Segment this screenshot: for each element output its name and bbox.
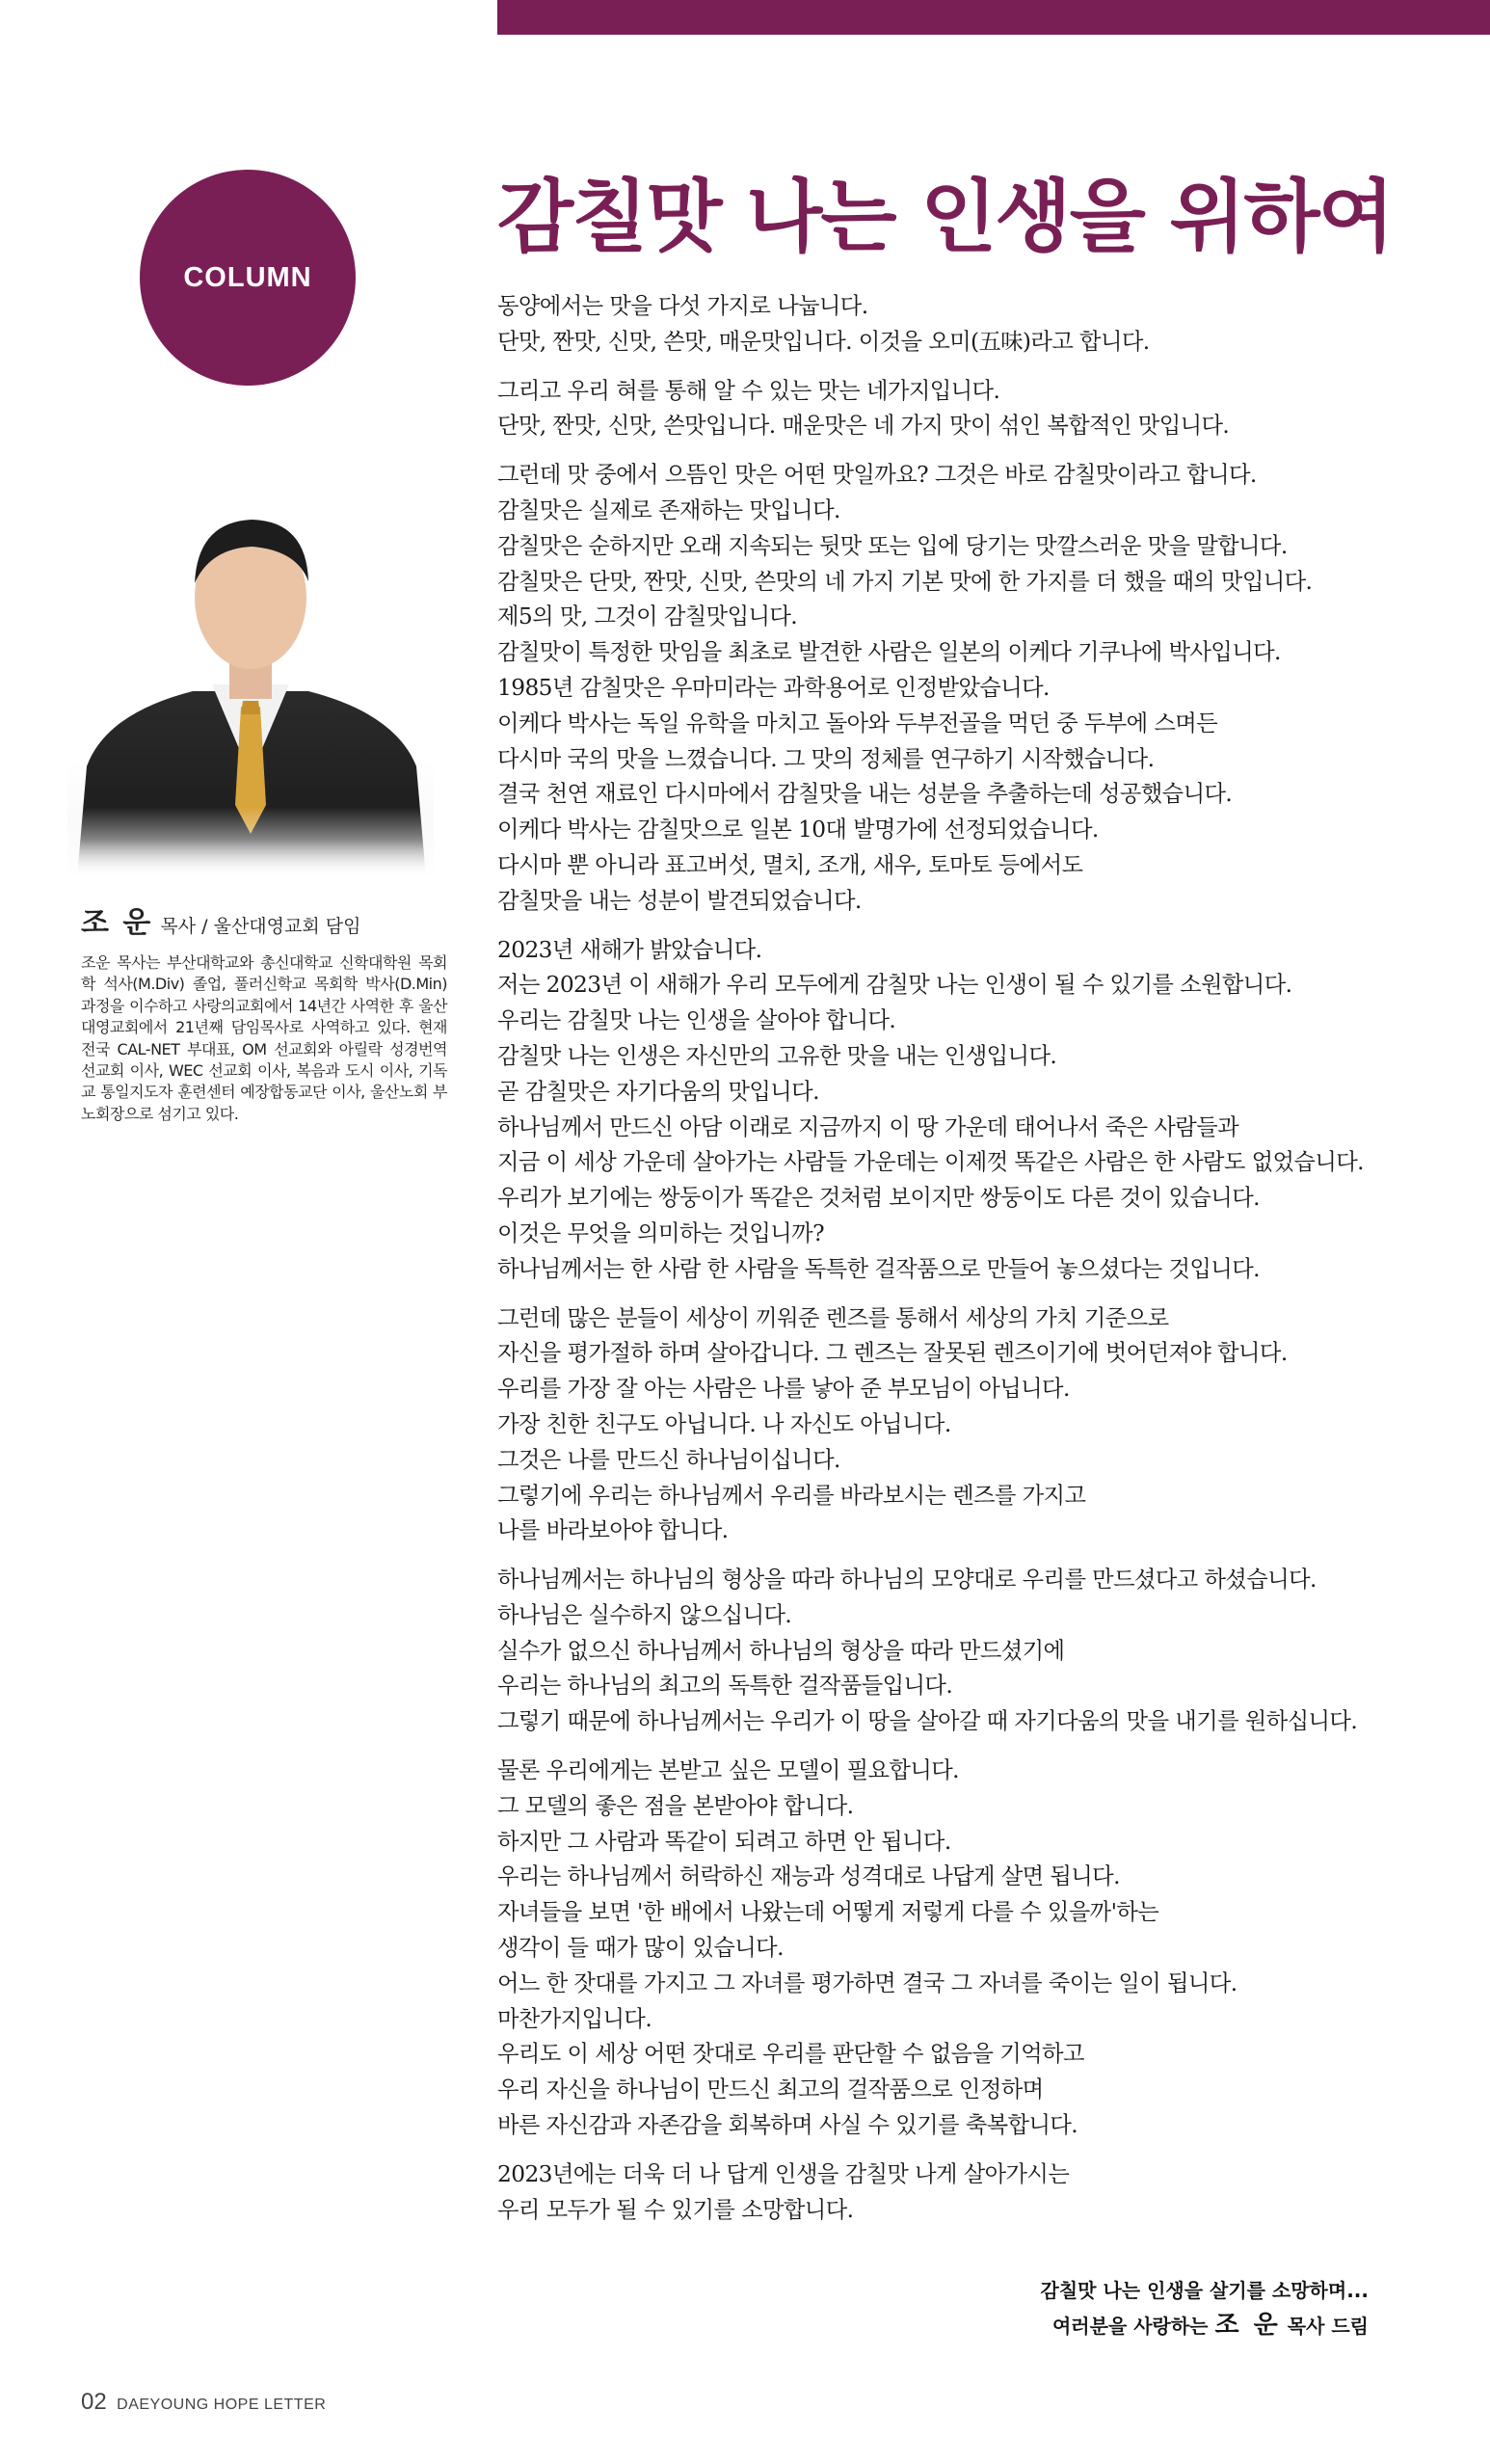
article-paragraph [497, 1754, 1423, 2144]
article-line: 다시마 뿐 아니라 표고버섯, 멸치, 조개, 새우, 토마토 등에서도 [497, 851, 1083, 878]
closing-line-1: 감칠맛 나는 인생을 살기를 소망하며... [1040, 2279, 1369, 2302]
article-line: 결국 천연 재료인 다시마에서 감칠맛을 내는 성분을 추출하는데 성공했습니다. [497, 781, 1233, 808]
page-title: 감칠맛 나는 인생을 위하여 [497, 172, 1393, 263]
article-line: 우리는 하나님께서 허락하신 재능과 성격대로 나답게 살면 됩니다. [497, 1863, 1120, 1890]
article-line: 1985년 감칠맛은 우마미라는 과학용어로 인정받았습니다. [497, 674, 1050, 701]
top-accent-bar [497, 0, 1490, 35]
article-line: 감칠맛을 내는 성분이 발견되었습니다. [497, 887, 862, 914]
article-line: 동양에서는 맛을 다섯 가지로 나눕니다. [497, 293, 868, 319]
article-line: 다시마 국의 맛을 느꼈습니다. 그 맛의 정체를 연구하기 시작했습니다. [497, 745, 1155, 772]
article-line: 우리는 감칠맛 나는 인생을 살아야 합니다. [497, 1007, 896, 1034]
article-line: 감칠맛은 순하지만 오래 지속되는 뒷맛 또는 입에 당기는 맛깔스러운 맛을 말합니다. [497, 532, 1288, 559]
article-line: 지금 이 세상 가운데 살아가는 사람들 가운데는 이제껏 똑같은 사람은 한 사람도 없었습니다. [497, 1149, 1364, 1176]
publication-name: DAEYOUNG HOPE LETTER [117, 2397, 327, 2413]
article-body [497, 289, 1423, 2241]
article-line: 이것은 무엇을 의미하는 것입니까? [497, 1219, 824, 1246]
article-line: 그렇기 때문에 하나님께서는 우리가 이 땅을 살아갈 때 자기다움의 맛을 내기를 원하십니다. [497, 1708, 1358, 1735]
article-line: 감칠맛은 실제로 존재하는 맛입니다. [497, 496, 840, 523]
closing-suffix: 목사 드림 [1287, 2315, 1369, 2338]
article-line: 생각이 들 때가 많이 있습니다. [497, 1935, 784, 1962]
article-line: 2023년 새해가 밝았습니다. [497, 936, 762, 963]
article-line: 우리 자신을 하나님이 만드신 최고의 걸작품으로 인정하며 [497, 2076, 1044, 2103]
author-role: 목사 / 울산대영교회 담임 [160, 916, 361, 937]
article-paragraph [497, 374, 1423, 445]
author-photo [67, 487, 434, 877]
author-portrait-illustration [67, 487, 434, 877]
article-line: 어느 한 잣대를 가지고 그 자녀를 평가하면 결국 그 자녀를 죽이는 일이 됩니다. [497, 1969, 1237, 1996]
article-line: 이케다 박사는 감칠맛으로 일본 10대 발명가에 선정되었습니다. [497, 817, 1099, 844]
article-line: 우리 모두가 될 수 있기를 소망합니다. [497, 2196, 854, 2223]
article-line: 2023년에는 더욱 더 나 답게 인생을 감칠맛 나게 살아가시는 [497, 2160, 1070, 2187]
article-line: 물론 우리에게는 본받고 싶은 모델이 필요합니다. [497, 1757, 959, 1784]
article-line: 우리를 가장 잘 아는 사람은 나를 낳아 준 부모님이 아닙니다. [497, 1376, 1070, 1403]
article-line: 바른 자신감과 자존감을 회복하며 사실 수 있기를 축복합니다. [497, 2112, 1078, 2139]
article-line: 하나님께서는 한 사람 한 사람을 독특한 걸작품으로 만들어 놓으셨다는 것입니다. [497, 1255, 1260, 1282]
article-line: 나를 바라보아야 합니다. [497, 1517, 729, 1544]
article-line: 우리는 하나님의 최고의 독특한 걸작품들입니다. [497, 1673, 953, 1700]
article-paragraph [497, 1563, 1423, 1740]
article-paragraph [497, 933, 1423, 1288]
article-line: 하지만 그 사람과 똑같이 되려고 하면 안 됩니다. [497, 1828, 951, 1855]
page-footer [81, 2389, 326, 2416]
article-line: 하나님께서 만드신 아담 이래로 지금까지 이 땅 가운데 태어나서 죽은 사람들과 [497, 1113, 1239, 1140]
article-line: 우리도 이 세상 어떤 잣대로 우리를 판단할 수 없음을 기억하고 [497, 2041, 1084, 2068]
closing-signature [1041, 2273, 1369, 2343]
column-badge-label: COLUMN [183, 261, 312, 293]
article-line: 하나님께서는 하나님의 형상을 따라 하나님의 모양대로 우리를 만드셨다고 하셨습니다. [497, 1567, 1317, 1594]
article-line: 우리가 보기에는 쌍둥이가 똑같은 것처럼 보이지만 쌍둥이도 다른 것이 있습니다. [497, 1185, 1260, 1212]
author-name: 조 운 [81, 906, 153, 940]
article-line: 감칠맛 나는 인생은 자신만의 고유한 맛을 내는 인생입니다. [497, 1042, 1057, 1069]
article-paragraph [497, 458, 1423, 919]
article-line: 그 모델의 좋은 점을 본받아야 합니다. [497, 1792, 854, 1819]
article-line: 단맛, 짠맛, 신맛, 쓴맛입니다. 매운맛은 네 가지 맛이 섞인 복합적인 맛입니다. [497, 413, 1230, 440]
article-line: 감칠맛이 특정한 맛임을 최초로 발견한 사람은 일본의 이케다 기쿠나에 박사입니다. [497, 639, 1281, 666]
page-number: 02 [81, 2389, 107, 2415]
author-info [81, 898, 447, 1125]
article-line: 저는 2023년 이 새해가 우리 모두에게 감칠맛 나는 인생이 될 수 있기를 소원합니다. [497, 972, 1292, 999]
author-bio: 조운 목사는 부산대학교와 총신대학교 신학대학원 목회학 석사(M.Div) 졸업, 풀러신학교 목회학 박사(D.Min) 과정을 이수하고 사랑의교회에서 14년간 사역한 후 울산 대영교회에서 21년째 담임목사로 사역하고 있다. 현재 전국 CAL-NET 부대표, OM 선교회와 아릴락 성경번역 선교회 이사, WEC 선교회 이사, 복음과 도시 이사, 기독교 통일지도자 훈련센터 예장합동교단 이사, 울산노회 부노회장으로 섬기고 있다. [81, 953, 447, 1123]
article-paragraph [497, 2157, 1423, 2229]
closing-line-2 [1041, 2308, 1369, 2343]
article-line: 자녀들을 보면 '한 배에서 나왔는데 어떻게 저렇게 다를 수 있을까'하는 [497, 1899, 1159, 1926]
article-line: 이케다 박사는 독일 유학을 마치고 돌아와 두부전골을 먹던 중 두부에 스며든 [497, 710, 1218, 737]
closing-pastor-name: 조 운 [1214, 2311, 1281, 2340]
article-line: 감칠맛은 단맛, 짠맛, 신맛, 쓴맛의 네 가지 기본 맛에 한 가지를 더 했을 때의 맛입니다. [497, 568, 1313, 595]
article-paragraph [497, 1301, 1423, 1550]
article-line: 자신을 평가절하 하며 살아갑니다. 그 렌즈는 잘못된 렌즈이기에 벗어던져야 합니다. [497, 1340, 1288, 1367]
article-line: 실수가 없으신 하나님께서 하나님의 형상을 따라 만드셨기에 [497, 1637, 1065, 1664]
article-line: 하나님은 실수하지 않으십니다. [497, 1601, 792, 1628]
article-paragraph [497, 289, 1423, 361]
article-line: 제5의 맛, 그것이 감칠맛입니다. [497, 603, 798, 630]
article-line: 그것은 나를 만드신 하나님이십니다. [497, 1446, 840, 1473]
author-name-line [81, 898, 447, 941]
article-line: 가장 친한 친구도 아닙니다. 나 자신도 아닙니다. [497, 1410, 951, 1437]
article-line: 그리고 우리 혀를 통해 알 수 있는 맛는 네가지입니다. [497, 377, 1000, 404]
column-badge [140, 170, 356, 386]
article-line: 곧 감칠맛은 자기다움의 맛입니다. [497, 1078, 819, 1105]
article-line: 마찬가지입니다. [497, 2005, 652, 2032]
article-line: 그런데 맛 중에서 으뜸인 맛은 어떤 맛일까요? 그것은 바로 감칠맛이라고 합니다. [497, 462, 1257, 489]
article-line: 그런데 많은 분들이 세상이 끼워준 렌즈를 통해서 세상의 가치 기준으로 [497, 1304, 1169, 1331]
article-line: 단맛, 짠맛, 신맛, 쓴맛, 매운맛입니다. 이것을 오미(五味)라고 합니다. [497, 328, 1150, 355]
closing-prefix: 여러분을 사랑하는 [1051, 2315, 1209, 2338]
article-line: 그렇기에 우리는 하나님께서 우리를 바라보시는 렌즈를 가지고 [497, 1482, 1086, 1509]
